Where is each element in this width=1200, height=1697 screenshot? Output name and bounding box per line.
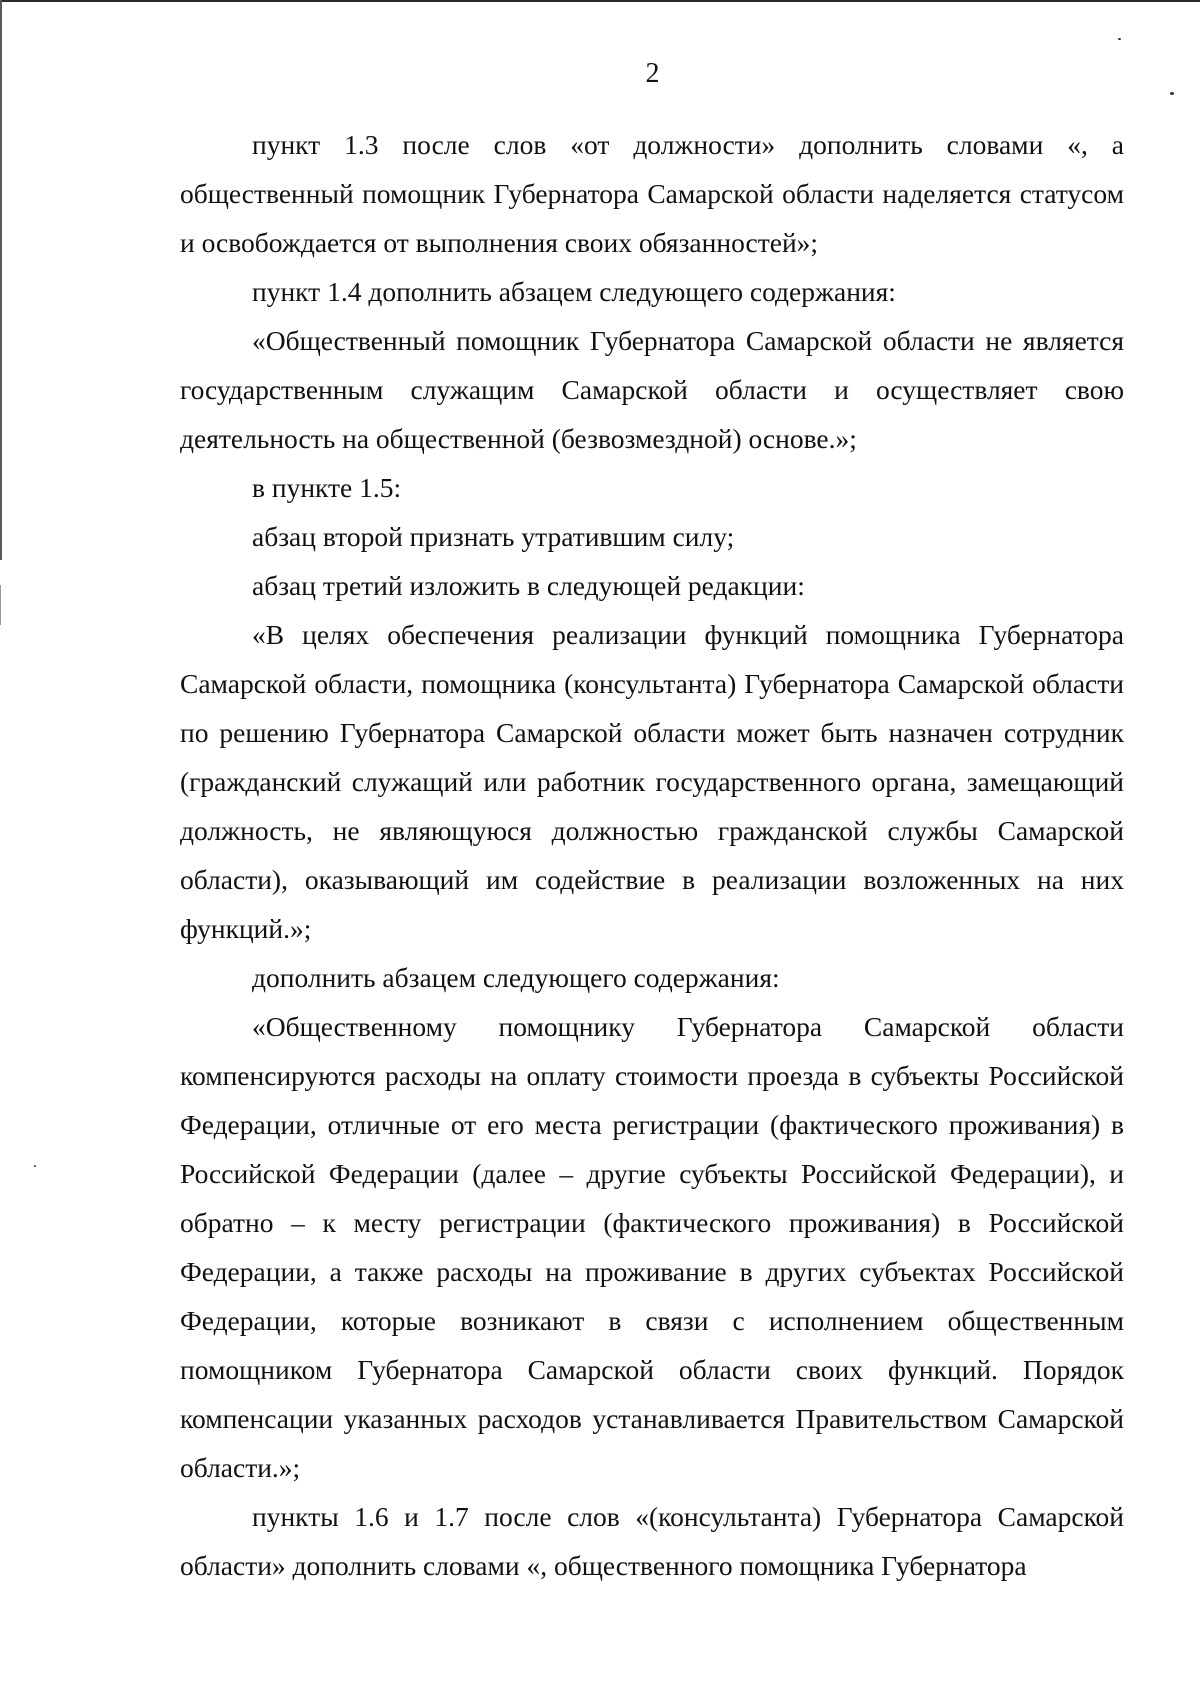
document-body	[180, 120, 1124, 1590]
scan-speck	[1118, 38, 1121, 40]
paragraph: абзац третий изложить в следующей редакции:	[252, 570, 805, 601]
paragraph: пункт 1.4 дополнить абзацем следующего содержания:	[252, 276, 896, 307]
paragraph: пункты 1.6 и 1.7 после слов «(консультанта) Губернатора Самарской области» дополнить словами «, общественного помощника Губернатора	[180, 1501, 1124, 1581]
scan-speck	[34, 1165, 36, 1167]
paragraph: «Общественный помощник Губернатора Самарской области не является государственным служащим Самарской области и осуществляет свою деятельность на общественной (безвозмездной) основе.»;	[180, 325, 1124, 454]
paragraph: дополнить абзацем следующего содержания:	[252, 962, 780, 993]
paragraph: «Общественному помощнику Губернатора Самарской области компенсируются расходы на оплату стоимости проезда в субъекты Российской Федерации, отличные от его места регистрации (фактического проживания) в Российской Федерации (далее – другие субъекты Российской Федерации), и обратно – к месту регистрации (фактического проживания) в Российской Федерации, а также расходы на проживание в других субъектах Российской Федерации, которые возникают в связи с исполнением общественным помощником Губернатора Самарской области своих функций. Порядок компенсации указанных расходов устанавливается Правительством Самарской области.»;	[180, 1011, 1124, 1483]
scan-left-edge-mark	[0, 585, 1, 625]
scan-top-border	[0, 0, 1200, 2]
paragraph: «В целях обеспечения реализации функций помощника Губернатора Самарской области, помощника (консультанта) Губернатора Самарской области по решению Губернатора Самарской области может быть назначен сотрудник (гражданский служащий или работник государственного органа, замещающий должность, не являющуюся должностью гражданской службы Самарской области), оказывающий им содействие в реализации возложенных на них функций.»;	[180, 619, 1124, 944]
scan-speck	[1170, 92, 1174, 95]
page-number: 2	[645, 58, 660, 89]
paragraph: пункт 1.3 после слов «от должности» дополнить словами «, а общественный помощник Губернатора Самарской области наделяется статусом и освобождается от выполнения своих обязанностей»;	[180, 129, 1124, 258]
paragraph: в пункте 1.5:	[252, 472, 402, 503]
paragraph: абзац второй признать утратившим силу;	[252, 521, 735, 552]
